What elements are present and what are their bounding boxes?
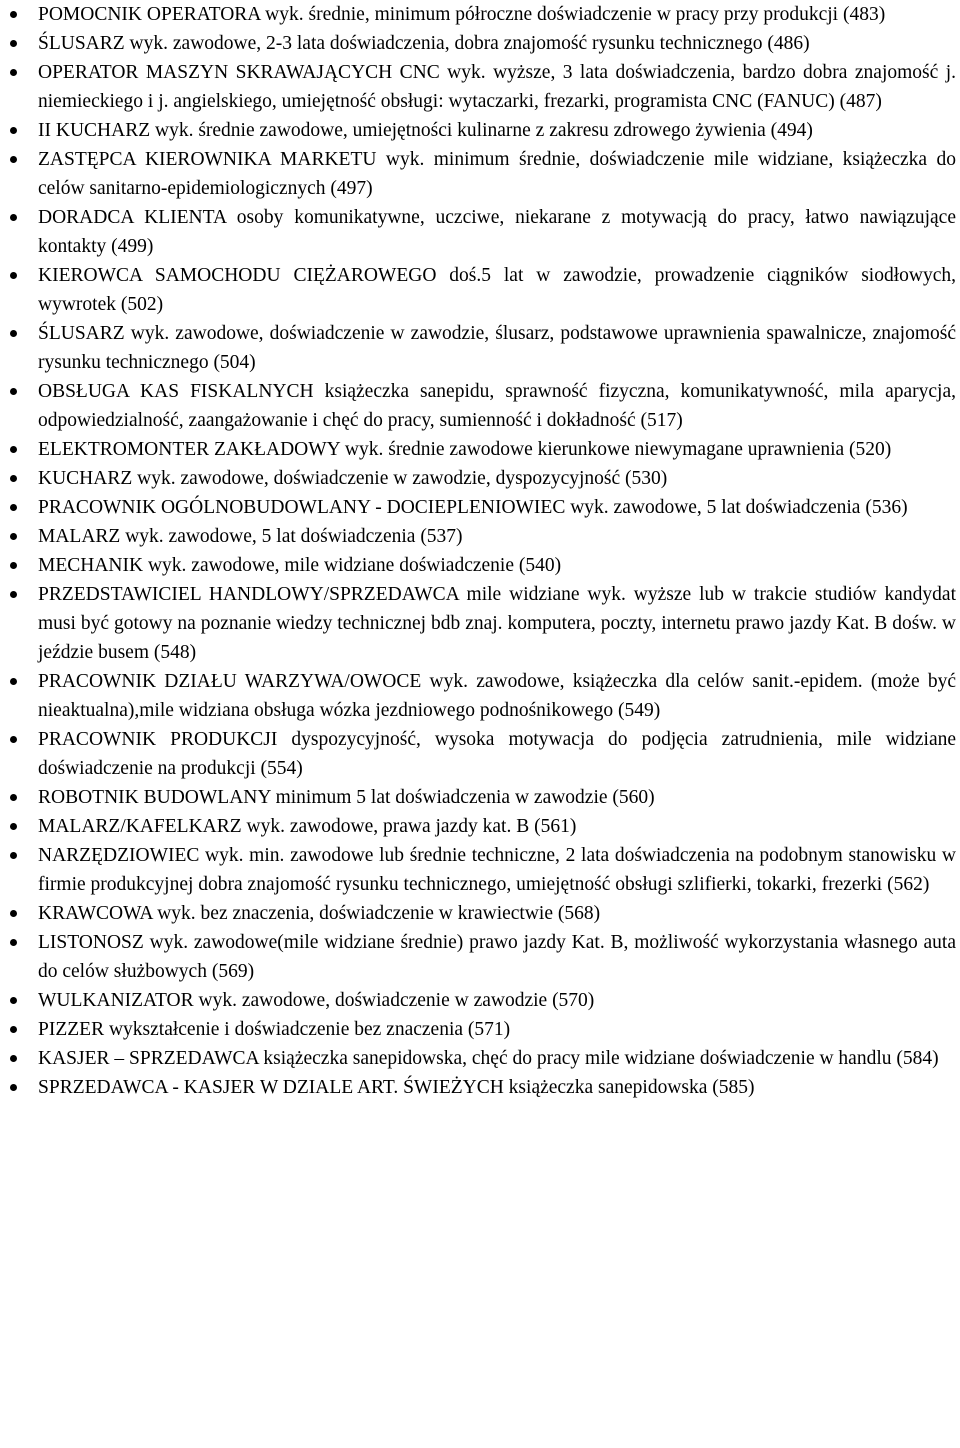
job-offer-text: ELEKTROMONTER ZAKŁADOWY wyk. średnie zawodowe kierunkowe niewymagane uprawnienia (520) <box>38 439 892 460</box>
bullet-icon <box>10 678 17 685</box>
job-offer-text: ŚLUSARZ wyk. zawodowe, doświadczenie w zawodzie, ślusarz, podstawowe uprawnienia spawalnicze, znajomość rysunku technicznego (504) <box>38 323 956 373</box>
job-offer-text: PRACOWNIK OGÓLNOBUDOWLANY - DOCIEPLENIOWIEC wyk. zawodowe, 5 lat doświadczenia (536) <box>38 497 908 518</box>
bullet-icon <box>10 562 17 569</box>
bullet-icon <box>10 533 17 540</box>
bullet-icon <box>10 272 17 279</box>
bullet-icon <box>10 330 17 337</box>
job-offer-item <box>0 667 960 725</box>
job-offer-item <box>0 464 960 493</box>
bullet-icon <box>10 1055 17 1062</box>
job-offer-text: POMOCNIK OPERATORA wyk. średnie, minimum półroczne doświadczenie w pracy przy produkcji (483) <box>38 4 886 25</box>
job-offer-item <box>0 928 960 986</box>
bullet-icon <box>10 156 17 163</box>
job-offer-item <box>0 1073 960 1102</box>
job-offer-text: KASJER – SPRZEDAWCA książeczka sanepidowska, chęć do pracy mile widziane doświadczenie w handlu (584) <box>38 1048 939 1069</box>
job-offer-text: PIZZER wykształcenie i doświadczenie bez znaczenia (571) <box>38 1019 511 1040</box>
job-offer-item <box>0 1015 960 1044</box>
bullet-icon <box>10 475 17 482</box>
bullet-icon <box>10 997 17 1004</box>
job-offer-text: OPERATOR MASZYN SKRAWAJĄCYCH CNC wyk. wyższe, 3 lata doświadczenia, bardzo dobra znajomość j. niemieckiego i j. angielskiego, umiejętność obsługi: wytaczarki, frezarki, programista CNC (FANUC) (487) <box>38 62 956 112</box>
job-offer-item <box>0 783 960 812</box>
bullet-icon <box>10 40 17 47</box>
job-offer-item <box>0 203 960 261</box>
job-offer-item <box>0 986 960 1015</box>
job-offer-item <box>0 1044 960 1073</box>
job-offer-item <box>0 116 960 145</box>
bullet-icon <box>10 794 17 801</box>
bullet-icon <box>10 446 17 453</box>
bullet-icon <box>10 127 17 134</box>
bullet-icon <box>10 504 17 511</box>
job-offer-item <box>0 261 960 319</box>
job-offer-text: PRZEDSTAWICIEL HANDLOWY/SPRZEDAWCA mile widziane wyk. wyższe lub w trakcie studiów kandydat musi być gotowy na poznanie wiedzy technicznej bdb znaj. komputera, poczty, internetu prawo jazdy Kat. B dośw. w jeździe busem (548) <box>38 584 956 663</box>
job-offer-item <box>0 551 960 580</box>
job-offer-item <box>0 58 960 116</box>
job-offer-text: II KUCHARZ wyk. średnie zawodowe, umiejętności kulinarne z zakresu zdrowego żywienia (494) <box>38 120 813 141</box>
job-offer-text: KRAWCOWA wyk. bez znaczenia, doświadczenie w krawiectwie (568) <box>38 903 601 924</box>
bullet-icon <box>10 736 17 743</box>
job-offer-text: MALARZ/KAFELKARZ wyk. zawodowe, prawa jazdy kat. B (561) <box>38 816 577 837</box>
bullet-icon <box>10 852 17 859</box>
job-offer-text: NARZĘDZIOWIEC wyk. min. zawodowe lub średnie techniczne, 2 lata doświadczenia na podobnym stanowisku w firmie produkcyjnej dobra znajomość rysunku technicznego, umiejętność obsługi szlifierki, tokarki, frezerki (562) <box>38 845 956 895</box>
bullet-icon <box>10 69 17 76</box>
job-offer-item <box>0 812 960 841</box>
bullet-icon <box>10 1026 17 1033</box>
job-offer-text: KIEROWCA SAMOCHODU CIĘŻAROWEGO doś.5 lat w zawodzie, prowadzenie ciągników siodłowych, wywrotek (502) <box>38 265 956 315</box>
bullet-icon <box>10 388 17 395</box>
bullet-icon <box>10 823 17 830</box>
job-offer-item <box>0 725 960 783</box>
job-offer-text: LISTONOSZ wyk. zawodowe(mile widziane średnie) prawo jazdy Kat. B, możliwość wykorzystania własnego auta do celów służbowych (569) <box>38 932 956 982</box>
job-offer-item <box>0 899 960 928</box>
job-offer-item <box>0 377 960 435</box>
job-offer-item <box>0 841 960 899</box>
job-offer-text: PRACOWNIK DZIAŁU WARZYWA/OWOCE wyk. zawodowe, książeczka dla celów sanit.-epidem. (może być nieaktualna),mile widziana obsługa wózka jezdniowego podnośnikowego (549) <box>38 671 956 721</box>
job-offer-item <box>0 522 960 551</box>
job-offer-item <box>0 29 960 58</box>
bullet-icon <box>10 910 17 917</box>
job-offer-text: ROBOTNIK BUDOWLANY minimum 5 lat doświadczenia w zawodzie (560) <box>38 787 655 808</box>
bullet-icon <box>10 1084 17 1091</box>
job-offer-item <box>0 145 960 203</box>
job-offer-item <box>0 580 960 667</box>
job-offer-text: MALARZ wyk. zawodowe, 5 lat doświadczenia (537) <box>38 526 463 547</box>
job-offer-text: WULKANIZATOR wyk. zawodowe, doświadczenie w zawodzie (570) <box>38 990 595 1011</box>
bullet-icon <box>10 11 17 18</box>
job-offer-text: PRACOWNIK PRODUKCJI dyspozycyjność, wysoka motywacja do podjęcia zatrudnienia, mile widziane doświadczenie na produkcji (554) <box>38 729 956 779</box>
bullet-icon <box>10 591 17 598</box>
job-offer-item <box>0 435 960 464</box>
job-offer-text: KUCHARZ wyk. zawodowe, doświadczenie w zawodzie, dyspozycyjność (530) <box>38 468 668 489</box>
bullet-icon <box>10 939 17 946</box>
job-offer-text: ZASTĘPCA KIEROWNIKA MARKETU wyk. minimum średnie, doświadczenie mile widziane, książeczka do celów sanitarno-epidemiologicznych (497) <box>38 149 956 199</box>
job-offer-item <box>0 319 960 377</box>
job-offer-text: ŚLUSARZ wyk. zawodowe, 2-3 lata doświadczenia, dobra znajomość rysunku technicznego (486) <box>38 33 810 54</box>
job-offer-text: SPRZEDAWCA - KASJER W DZIALE ART. ŚWIEŻYCH książeczka sanepidowska (585) <box>38 1077 755 1098</box>
job-offer-item <box>0 0 960 29</box>
job-offer-text: OBSŁUGA KAS FISKALNYCH książeczka sanepidu, sprawność fizyczna, komunikatywność, mila aparycja, odpowiedzialność, zaangażowanie i chęć do pracy, sumienność i dokładność (517) <box>38 381 956 431</box>
job-offer-item <box>0 493 960 522</box>
job-offer-text: DORADCA KLIENTA osoby komunikatywne, uczciwe, niekarane z motywacją do pracy, łatwo nawiązujące kontakty (499) <box>38 207 956 257</box>
job-offer-text: MECHANIK wyk. zawodowe, mile widziane doświadczenie (540) <box>38 555 562 576</box>
bullet-icon <box>10 214 17 221</box>
